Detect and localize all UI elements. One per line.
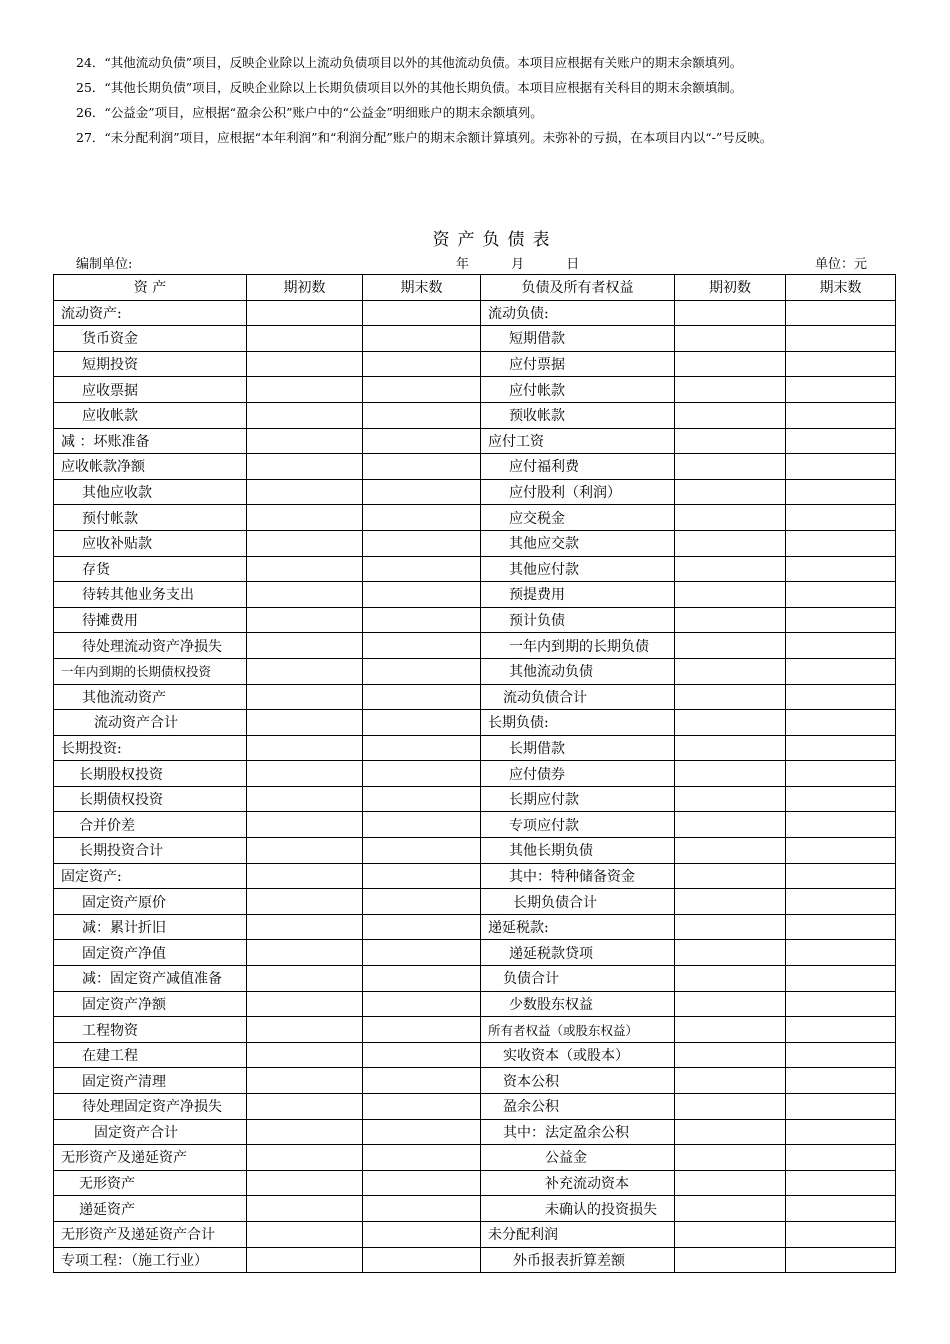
- table-row: [54, 505, 896, 531]
- asset-item-label: 固定资产净额: [54, 991, 247, 1017]
- asset-item-label: 长期投资合计: [54, 838, 247, 864]
- liability-opening-cell[interactable]: [675, 607, 786, 633]
- table-row: [54, 838, 896, 864]
- liability-closing-cell[interactable]: [786, 991, 896, 1017]
- liability-item-label: 其他应交款: [481, 530, 675, 556]
- asset-item-label: 长期股权投资: [54, 761, 247, 787]
- asset-item-label: 货币资金: [54, 326, 247, 352]
- liability-closing-cell[interactable]: [786, 582, 896, 608]
- table-row: [54, 428, 896, 454]
- liability-opening-cell[interactable]: [675, 326, 786, 352]
- liability-closing-cell[interactable]: [786, 863, 896, 889]
- asset-closing-cell[interactable]: [363, 530, 481, 556]
- liability-opening-cell[interactable]: [675, 1094, 786, 1120]
- asset-item-label: 在建工程: [54, 1042, 247, 1068]
- header-liabilities-equity: 负债及所有者权益: [481, 275, 675, 301]
- liability-item-label: 补充流动资本: [481, 1170, 675, 1196]
- liability-item-label: 应付股利（利润）: [481, 479, 675, 505]
- table-row: [54, 1221, 896, 1247]
- asset-item-label: 无形资产及递延资产合计: [54, 1221, 247, 1247]
- liability-item-label: 公益金: [481, 1145, 675, 1171]
- liability-item-label: 未确认的投资损失: [481, 1196, 675, 1222]
- asset-opening-cell[interactable]: [247, 530, 363, 556]
- asset-closing-cell[interactable]: [363, 991, 481, 1017]
- table-row: [54, 1068, 896, 1094]
- liability-item-label: 应付福利费: [481, 454, 675, 480]
- liability-closing-cell[interactable]: [786, 761, 896, 787]
- table-row: [54, 300, 896, 326]
- asset-closing-cell[interactable]: [363, 1042, 481, 1068]
- asset-opening-cell[interactable]: [247, 1196, 363, 1222]
- asset-closing-cell[interactable]: [363, 684, 481, 710]
- preparer-label: 编制单位:: [76, 257, 133, 272]
- liability-opening-cell[interactable]: [675, 684, 786, 710]
- liability-closing-cell[interactable]: [786, 889, 896, 915]
- liability-item-label: 短期借款: [481, 326, 675, 352]
- asset-item-label: 递延资产: [54, 1196, 247, 1222]
- liability-item-label: 长期应付款: [481, 786, 675, 812]
- asset-closing-cell[interactable]: [363, 607, 481, 633]
- asset-item-label: 固定资产合计: [54, 1119, 247, 1145]
- liability-closing-cell[interactable]: [786, 1196, 896, 1222]
- asset-item-label: 应收票据: [54, 377, 247, 403]
- liability-item-label: 预收帐款: [481, 402, 675, 428]
- liability-item-label: 应付帐款: [481, 377, 675, 403]
- liability-item-label: 负债合计: [481, 966, 675, 992]
- asset-opening-cell[interactable]: [247, 479, 363, 505]
- liability-item-label: 其他流动负债: [481, 658, 675, 684]
- liability-closing-cell[interactable]: [786, 1094, 896, 1120]
- liability-closing-cell[interactable]: [786, 658, 896, 684]
- asset-item-label: 减 ：坏账准备: [54, 428, 247, 454]
- asset-opening-cell[interactable]: [247, 761, 363, 787]
- liability-opening-cell[interactable]: [675, 633, 786, 659]
- liability-item-label: 专项应付款: [481, 812, 675, 838]
- asset-closing-cell[interactable]: [363, 658, 481, 684]
- liability-closing-cell[interactable]: [786, 633, 896, 659]
- liability-closing-cell[interactable]: [786, 402, 896, 428]
- liability-item-label: 应交税金: [481, 505, 675, 531]
- asset-item-label: 长期债权投资: [54, 786, 247, 812]
- liability-closing-cell[interactable]: [786, 428, 896, 454]
- table-row: [54, 377, 896, 403]
- liability-item-label: 预计负债: [481, 607, 675, 633]
- asset-item-label: 长期投资:: [54, 735, 247, 761]
- liability-opening-cell[interactable]: [675, 966, 786, 992]
- liability-closing-cell[interactable]: [786, 607, 896, 633]
- liability-item-label: 流动负债:: [481, 300, 675, 326]
- asset-opening-cell[interactable]: [247, 940, 363, 966]
- table-row: [54, 351, 896, 377]
- asset-opening-cell[interactable]: [247, 812, 363, 838]
- asset-closing-cell[interactable]: [363, 351, 481, 377]
- asset-opening-cell[interactable]: [247, 914, 363, 940]
- asset-opening-cell[interactable]: [247, 658, 363, 684]
- table-row: [54, 1119, 896, 1145]
- liability-closing-cell[interactable]: [786, 479, 896, 505]
- asset-item-label: 固定资产清理: [54, 1068, 247, 1094]
- liability-closing-cell[interactable]: [786, 838, 896, 864]
- liability-opening-cell[interactable]: [675, 300, 786, 326]
- asset-opening-cell[interactable]: [247, 402, 363, 428]
- liability-opening-cell[interactable]: [675, 838, 786, 864]
- header-asset-closing: 期末数: [363, 275, 481, 301]
- liability-closing-cell[interactable]: [786, 1017, 896, 1043]
- asset-opening-cell[interactable]: [247, 1145, 363, 1171]
- liability-item-label: 一年内到期的长期负债: [481, 633, 675, 659]
- asset-opening-cell[interactable]: [247, 1094, 363, 1120]
- asset-opening-cell[interactable]: [247, 556, 363, 582]
- table-row: [54, 326, 896, 352]
- currency-label: 单位：元: [815, 257, 868, 272]
- table-row: [54, 479, 896, 505]
- asset-opening-cell[interactable]: [247, 633, 363, 659]
- liability-item-label: 其中：特种储备资金: [481, 863, 675, 889]
- liability-opening-cell[interactable]: [675, 505, 786, 531]
- table-row: [54, 1247, 896, 1273]
- asset-closing-cell[interactable]: [363, 1017, 481, 1043]
- header-liability-opening: 期初数: [675, 275, 786, 301]
- liability-item-label: 长期负债合计: [481, 889, 675, 915]
- liability-opening-cell[interactable]: [675, 1221, 786, 1247]
- liability-opening-cell[interactable]: [675, 940, 786, 966]
- liability-item-label: 其他长期负债: [481, 838, 675, 864]
- asset-opening-cell[interactable]: [247, 351, 363, 377]
- asset-opening-cell[interactable]: [247, 786, 363, 812]
- asset-item-label: 应收补贴款: [54, 530, 247, 556]
- liability-opening-cell[interactable]: [675, 1196, 786, 1222]
- asset-closing-cell[interactable]: [363, 761, 481, 787]
- liability-closing-cell[interactable]: [786, 966, 896, 992]
- asset-opening-cell[interactable]: [247, 863, 363, 889]
- asset-closing-cell[interactable]: [363, 710, 481, 736]
- liability-closing-cell[interactable]: [786, 300, 896, 326]
- asset-opening-cell[interactable]: [247, 966, 363, 992]
- header-liability-closing: 期末数: [786, 275, 896, 301]
- table-row: [54, 940, 896, 966]
- note-26: 26．“公益金”项目，应根据“盈余公积”账户中的“公益金”明细账户的期末余额填列。: [76, 105, 543, 120]
- liability-item-label: 递延税款贷项: [481, 940, 675, 966]
- date-label: 年 月 日: [456, 257, 580, 272]
- asset-opening-cell[interactable]: [247, 377, 363, 403]
- liability-closing-cell[interactable]: [786, 1145, 896, 1171]
- asset-item-label: 减：累计折旧: [54, 914, 247, 940]
- header-asset-opening: 期初数: [247, 275, 363, 301]
- liability-item-label: 应付债券: [481, 761, 675, 787]
- asset-opening-cell[interactable]: [247, 1170, 363, 1196]
- table-row: [54, 914, 896, 940]
- asset-item-label: 固定资产原价: [54, 889, 247, 915]
- asset-closing-cell[interactable]: [363, 556, 481, 582]
- liability-opening-cell[interactable]: [675, 889, 786, 915]
- table-row: [54, 556, 896, 582]
- asset-item-label: 固定资产:: [54, 863, 247, 889]
- asset-closing-cell[interactable]: [363, 1196, 481, 1222]
- asset-closing-cell[interactable]: [363, 1221, 481, 1247]
- table-row: [54, 812, 896, 838]
- notes-section: [48, 50, 910, 150]
- asset-opening-cell[interactable]: [247, 1221, 363, 1247]
- liability-item-label: 实收资本（或股本）: [481, 1042, 675, 1068]
- asset-closing-cell[interactable]: [363, 479, 481, 505]
- liability-opening-cell[interactable]: [675, 786, 786, 812]
- liability-opening-cell[interactable]: [675, 428, 786, 454]
- liability-item-label: 应付票据: [481, 351, 675, 377]
- liability-opening-cell[interactable]: [675, 402, 786, 428]
- asset-closing-cell[interactable]: [363, 454, 481, 480]
- liability-opening-cell[interactable]: [675, 710, 786, 736]
- table-row: [54, 454, 896, 480]
- asset-opening-cell[interactable]: [247, 428, 363, 454]
- note-24: 24．“其他流动负债”项目，反映企业除以上流动负债项目以外的其他流动负债。本项目应根据有关账户的期末余额填列。: [76, 55, 743, 70]
- table-row: [54, 991, 896, 1017]
- header-assets: 资 产: [54, 275, 247, 301]
- asset-opening-cell[interactable]: [247, 454, 363, 480]
- liability-closing-cell[interactable]: [786, 454, 896, 480]
- table-row: [54, 735, 896, 761]
- asset-closing-cell[interactable]: [363, 1119, 481, 1145]
- table-row: [54, 607, 896, 633]
- asset-opening-cell[interactable]: [247, 1119, 363, 1145]
- liability-closing-cell[interactable]: [786, 1247, 896, 1273]
- table-row: [54, 1042, 896, 1068]
- liability-opening-cell[interactable]: [675, 1170, 786, 1196]
- liability-opening-cell[interactable]: [675, 1017, 786, 1043]
- asset-opening-cell[interactable]: [247, 710, 363, 736]
- asset-opening-cell[interactable]: [247, 326, 363, 352]
- liability-closing-cell[interactable]: [786, 684, 896, 710]
- liability-closing-cell[interactable]: [786, 735, 896, 761]
- liability-item-label: 递延税款:: [481, 914, 675, 940]
- asset-closing-cell[interactable]: [363, 914, 481, 940]
- asset-closing-cell[interactable]: [363, 889, 481, 915]
- asset-opening-cell[interactable]: [247, 889, 363, 915]
- liability-opening-cell[interactable]: [675, 377, 786, 403]
- liability-opening-cell[interactable]: [675, 658, 786, 684]
- table-row: [54, 1145, 896, 1171]
- liability-opening-cell[interactable]: [675, 863, 786, 889]
- asset-closing-cell[interactable]: [363, 735, 481, 761]
- liability-item-label: 所有者权益（或股东权益）: [481, 1017, 675, 1043]
- table-row: [54, 633, 896, 659]
- liability-item-label: 长期借款: [481, 735, 675, 761]
- asset-closing-cell[interactable]: [363, 863, 481, 889]
- asset-item-label: 其他应收款: [54, 479, 247, 505]
- liability-opening-cell[interactable]: [675, 530, 786, 556]
- asset-closing-cell[interactable]: [363, 786, 481, 812]
- table-row: [54, 402, 896, 428]
- asset-closing-cell[interactable]: [363, 1068, 481, 1094]
- asset-item-label: 待处理流动资产净损失: [54, 633, 247, 659]
- asset-item-label: 固定资产净值: [54, 940, 247, 966]
- liability-opening-cell[interactable]: [675, 582, 786, 608]
- asset-item-label: 待摊费用: [54, 607, 247, 633]
- liability-closing-cell[interactable]: [786, 326, 896, 352]
- liability-closing-cell[interactable]: [786, 1170, 896, 1196]
- asset-item-label: 存货: [54, 556, 247, 582]
- liability-opening-cell[interactable]: [675, 761, 786, 787]
- asset-opening-cell[interactable]: [247, 838, 363, 864]
- asset-closing-cell[interactable]: [363, 505, 481, 531]
- asset-closing-cell[interactable]: [363, 1247, 481, 1273]
- asset-closing-cell[interactable]: [363, 1145, 481, 1171]
- table-row: [54, 863, 896, 889]
- asset-closing-cell[interactable]: [363, 966, 481, 992]
- liability-closing-cell[interactable]: [786, 1119, 896, 1145]
- asset-opening-cell[interactable]: [247, 991, 363, 1017]
- asset-item-label: 流动资产合计: [54, 710, 247, 736]
- asset-closing-cell[interactable]: [363, 1094, 481, 1120]
- asset-opening-cell[interactable]: [247, 1068, 363, 1094]
- asset-item-label: 预付帐款: [54, 505, 247, 531]
- liability-item-label: 其他应付款: [481, 556, 675, 582]
- table-row: [54, 1196, 896, 1222]
- liability-item-label: 流动负债合计: [481, 684, 675, 710]
- table-row: [54, 889, 896, 915]
- asset-item-label: 其他流动资产: [54, 684, 247, 710]
- asset-closing-cell[interactable]: [363, 326, 481, 352]
- asset-item-label: 专项工程：（施工行业）: [54, 1247, 247, 1273]
- asset-opening-cell[interactable]: [247, 607, 363, 633]
- liability-item-label: 外币报表折算差额: [481, 1247, 675, 1273]
- table-row: [54, 1094, 896, 1120]
- liability-closing-cell[interactable]: [786, 786, 896, 812]
- liability-opening-cell[interactable]: [675, 1068, 786, 1094]
- asset-item-label: 待转其他业务支出: [54, 582, 247, 608]
- liability-item-label: 未分配利润: [481, 1221, 675, 1247]
- liability-opening-cell[interactable]: [675, 479, 786, 505]
- liability-opening-cell[interactable]: [675, 1145, 786, 1171]
- asset-item-label: 无形资产: [54, 1170, 247, 1196]
- asset-opening-cell[interactable]: [247, 1247, 363, 1273]
- liability-closing-cell[interactable]: [786, 530, 896, 556]
- liability-item-label: 资本公积: [481, 1068, 675, 1094]
- asset-item-label: 无形资产及递延资产: [54, 1145, 247, 1171]
- asset-opening-cell[interactable]: [247, 1017, 363, 1043]
- asset-item-label: 应收帐款: [54, 402, 247, 428]
- liability-item-label: 长期负债:: [481, 710, 675, 736]
- liability-item-label: 其中：法定盈余公积: [481, 1119, 675, 1145]
- table-row: [54, 761, 896, 787]
- liability-closing-cell[interactable]: [786, 710, 896, 736]
- liability-item-label: 应付工资: [481, 428, 675, 454]
- asset-item-label: 工程物资: [54, 1017, 247, 1043]
- asset-opening-cell[interactable]: [247, 300, 363, 326]
- liability-closing-cell[interactable]: [786, 1068, 896, 1094]
- asset-closing-cell[interactable]: [363, 582, 481, 608]
- asset-closing-cell[interactable]: [363, 300, 481, 326]
- table-row: [54, 1017, 896, 1043]
- asset-item-label: 流动资产:: [54, 300, 247, 326]
- note-27: 27．“未分配利润”项目，应根据“本年利润”和“利润分配”账户的期末余额计算填列。未弥补的亏损，在本项目内以“-”号反映。: [76, 130, 773, 145]
- liability-closing-cell[interactable]: [786, 377, 896, 403]
- asset-closing-cell[interactable]: [363, 940, 481, 966]
- table-row: [54, 786, 896, 812]
- asset-item-label: 减：固定资产减值准备: [54, 966, 247, 992]
- liability-opening-cell[interactable]: [675, 735, 786, 761]
- liability-opening-cell[interactable]: [675, 914, 786, 940]
- asset-closing-cell[interactable]: [363, 838, 481, 864]
- liability-closing-cell[interactable]: [786, 351, 896, 377]
- liability-closing-cell[interactable]: [786, 505, 896, 531]
- asset-opening-cell[interactable]: [247, 505, 363, 531]
- liability-opening-cell[interactable]: [675, 1042, 786, 1068]
- asset-opening-cell[interactable]: [247, 1042, 363, 1068]
- note-25: 25．“其他长期负债”项目，反映企业除以上长期负债项目以外的其他长期负债。本项目应根据有关科目的期末余额填制。: [76, 80, 743, 95]
- header-row: [54, 275, 896, 301]
- asset-closing-cell[interactable]: [363, 812, 481, 838]
- liability-closing-cell[interactable]: [786, 940, 896, 966]
- table-row: [54, 582, 896, 608]
- table-row: [54, 658, 896, 684]
- asset-item-label: 应收帐款净额: [54, 454, 247, 480]
- liability-opening-cell[interactable]: [675, 1247, 786, 1273]
- table-row: [54, 966, 896, 992]
- asset-opening-cell[interactable]: [247, 582, 363, 608]
- asset-opening-cell[interactable]: [247, 684, 363, 710]
- balance-sheet-table: [53, 274, 896, 1273]
- liability-item-label: 少数股东权益: [481, 991, 675, 1017]
- liability-opening-cell[interactable]: [675, 991, 786, 1017]
- liability-opening-cell[interactable]: [675, 1119, 786, 1145]
- liability-closing-cell[interactable]: [786, 556, 896, 582]
- liability-closing-cell[interactable]: [786, 812, 896, 838]
- page-title: 资产负债表: [432, 230, 558, 250]
- liability-opening-cell[interactable]: [675, 812, 786, 838]
- asset-item-label: 一年内到期的长期债权投资: [54, 658, 247, 684]
- asset-item-label: 短期投资: [54, 351, 247, 377]
- liability-closing-cell[interactable]: [786, 1042, 896, 1068]
- asset-opening-cell[interactable]: [247, 735, 363, 761]
- asset-closing-cell[interactable]: [363, 633, 481, 659]
- table-row: [54, 530, 896, 556]
- asset-closing-cell[interactable]: [363, 428, 481, 454]
- table-row: [54, 710, 896, 736]
- liability-opening-cell[interactable]: [675, 556, 786, 582]
- asset-item-label: 待处理固定资产净损失: [54, 1094, 247, 1120]
- table-row: [54, 684, 896, 710]
- asset-closing-cell[interactable]: [363, 1170, 481, 1196]
- liability-closing-cell[interactable]: [786, 914, 896, 940]
- asset-item-label: 合并价差: [54, 812, 247, 838]
- liability-opening-cell[interactable]: [675, 351, 786, 377]
- liability-item-label: 盈余公积: [481, 1094, 675, 1120]
- asset-closing-cell[interactable]: [363, 377, 481, 403]
- liability-opening-cell[interactable]: [675, 454, 786, 480]
- table-row: [54, 1170, 896, 1196]
- asset-closing-cell[interactable]: [363, 402, 481, 428]
- liability-closing-cell[interactable]: [786, 1221, 896, 1247]
- liability-item-label: 预提费用: [481, 582, 675, 608]
